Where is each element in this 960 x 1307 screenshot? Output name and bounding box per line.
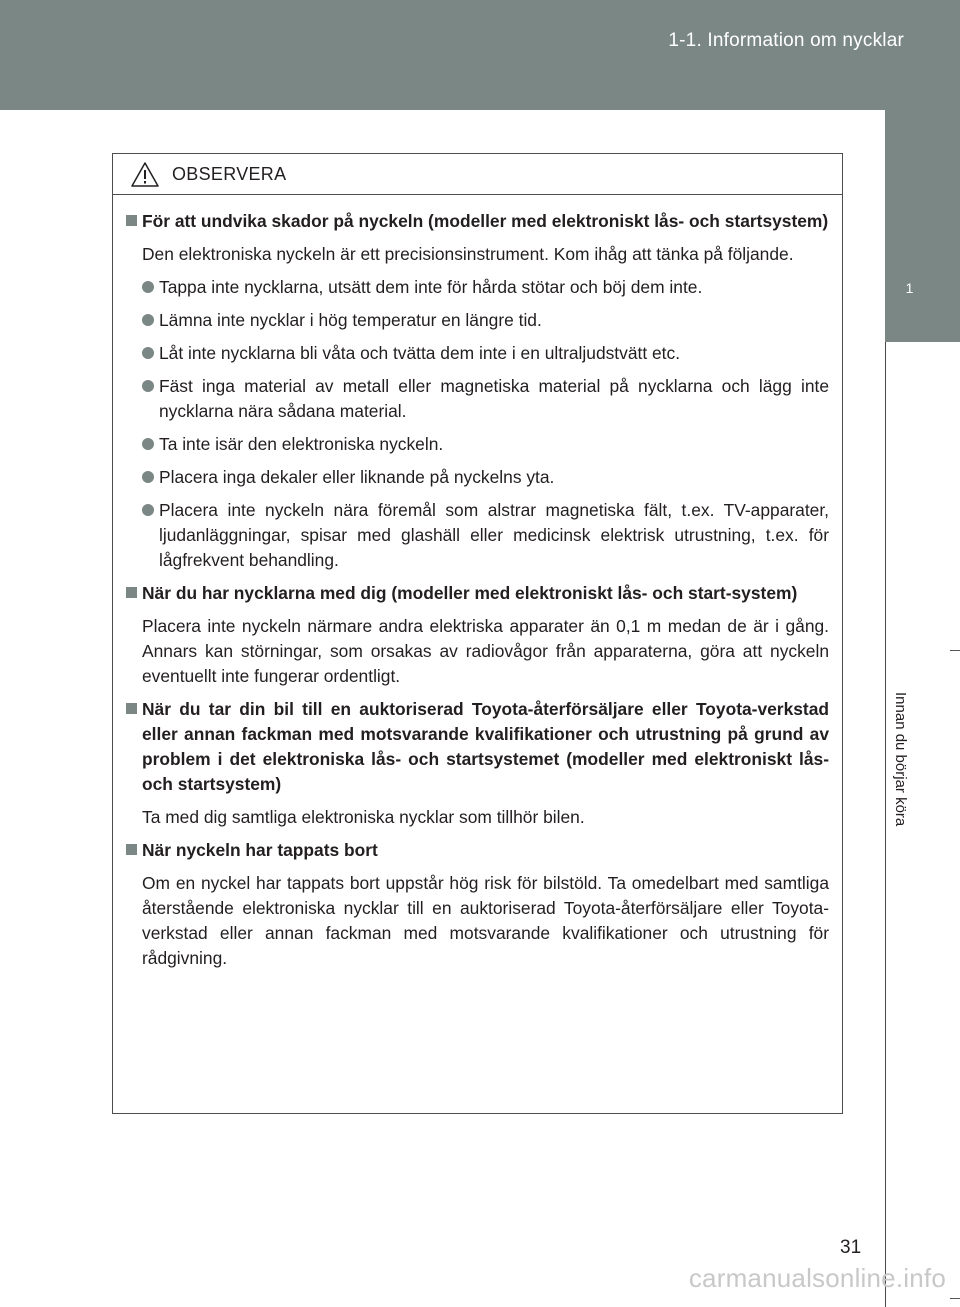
watermark: carmanualsonline.info [688, 1263, 946, 1293]
square-bullet-icon [126, 587, 137, 598]
crop-mark [950, 650, 960, 651]
section-heading-text: När du tar din bil till en auktoriserad Toyota-återförsäljare eller Toyota-verkstad eller annan fackman med motsvarande kvalifikationer och utrustning på grund av problem i det elektroniska lås- och startsystemet (modeller med elektroniskt lås- och startsystem) [142, 699, 829, 794]
circle-bullet-icon [142, 471, 154, 483]
square-bullet-icon [126, 844, 137, 855]
section-heading [126, 697, 829, 797]
section-title: 1-1. Information om nycklar [668, 30, 904, 51]
section-heading [126, 209, 829, 234]
list-item-text: Placera inte nyckeln nära föremål som alstrar magnetiska fält, t.ex. TV-apparater, ljudanläggningar, spisar med glashäll eller medicinsk elektrisk utrustning, t.ex. för lågfrekvent behandling. [159, 500, 829, 570]
side-tab-upper [885, 110, 960, 252]
list-item-text: Tappa inte nycklarna, utsätt dem inte för hårda stötar och böj dem inte. [159, 277, 703, 297]
section-heading-text: När du har nycklarna med dig (modeller med elektroniskt lås- och start-system) [142, 583, 798, 603]
header-band [0, 0, 960, 110]
notice-title: OBSERVERA [172, 163, 287, 184]
list-item-text: Låt inte nycklarna bli våta och tvätta dem inte i en ultraljudstvätt etc. [159, 343, 681, 363]
circle-bullet-icon [142, 504, 154, 516]
square-bullet-icon [126, 703, 137, 714]
list-item-text: Lämna inte nycklar i hög temperatur en längre tid. [159, 310, 542, 330]
section-heading [126, 581, 829, 606]
notice-box [112, 153, 843, 1114]
circle-bullet-icon [142, 347, 154, 359]
notice-body [113, 195, 842, 971]
circle-bullet-icon [142, 314, 154, 326]
list-item [126, 432, 829, 457]
list-item [126, 308, 829, 333]
warning-triangle-icon [130, 161, 160, 188]
list-item-text: Fäst inga material av metall eller magnetiska material på nycklarna och lägg inte nycklarna nära sådana material. [159, 376, 829, 421]
list-item-text: Placera inga dekaler eller liknande på nyckelns yta. [159, 467, 555, 487]
list-item-text: Ta inte isär den elektroniska nyckeln. [159, 434, 444, 454]
circle-bullet-icon [142, 281, 154, 293]
list-item [126, 465, 829, 490]
list-item [126, 374, 829, 424]
circle-bullet-icon [142, 438, 154, 450]
side-rule [885, 342, 886, 1307]
paragraph: Om en nyckel har tappats bort uppstår hög risk för bilstöld. Ta omedelbart med samtliga återstående elektroniska nycklar till en auktoriserad Toyota-återförsäljare eller Toyota-verkstad eller annan fackman med motsvarande kvalifikationer och utrustning för rådgivning. [142, 873, 829, 968]
page-number: 31 [840, 1237, 862, 1258]
chapter-number: 1 [905, 280, 914, 296]
section-heading-text: När nyckeln har tappats bort [142, 840, 378, 860]
paragraph: Ta med dig samtliga elektroniska nycklar som tillhör bilen. [142, 807, 585, 827]
paragraph: Placera inte nyckeln närmare andra elektriska apparater än 0,1 m medan de är i gång. Annars kan störningar, som orsakas av radiovågor från apparaterna, göra att nyckeln eventuellt inte fungerar ordentligt. [142, 616, 829, 686]
list-item [126, 275, 829, 300]
list-item [126, 341, 829, 366]
chapter-title: Innan du börjar köra [892, 692, 909, 827]
section-heading-text: För att undvika skador på nyckeln (modeller med elektroniskt lås- och startsystem) [142, 211, 829, 231]
circle-bullet-icon [142, 380, 154, 392]
chapter-strip [885, 342, 960, 827]
paragraph: Den elektroniska nyckeln är ett precisionsinstrument. Kom ihåg att tänka på följande. [142, 244, 794, 264]
chapter-tab [885, 252, 960, 342]
list-item [126, 498, 829, 573]
section-heading [126, 838, 829, 863]
crop-mark [950, 1298, 960, 1299]
square-bullet-icon [126, 215, 137, 226]
notice-header [113, 154, 842, 195]
